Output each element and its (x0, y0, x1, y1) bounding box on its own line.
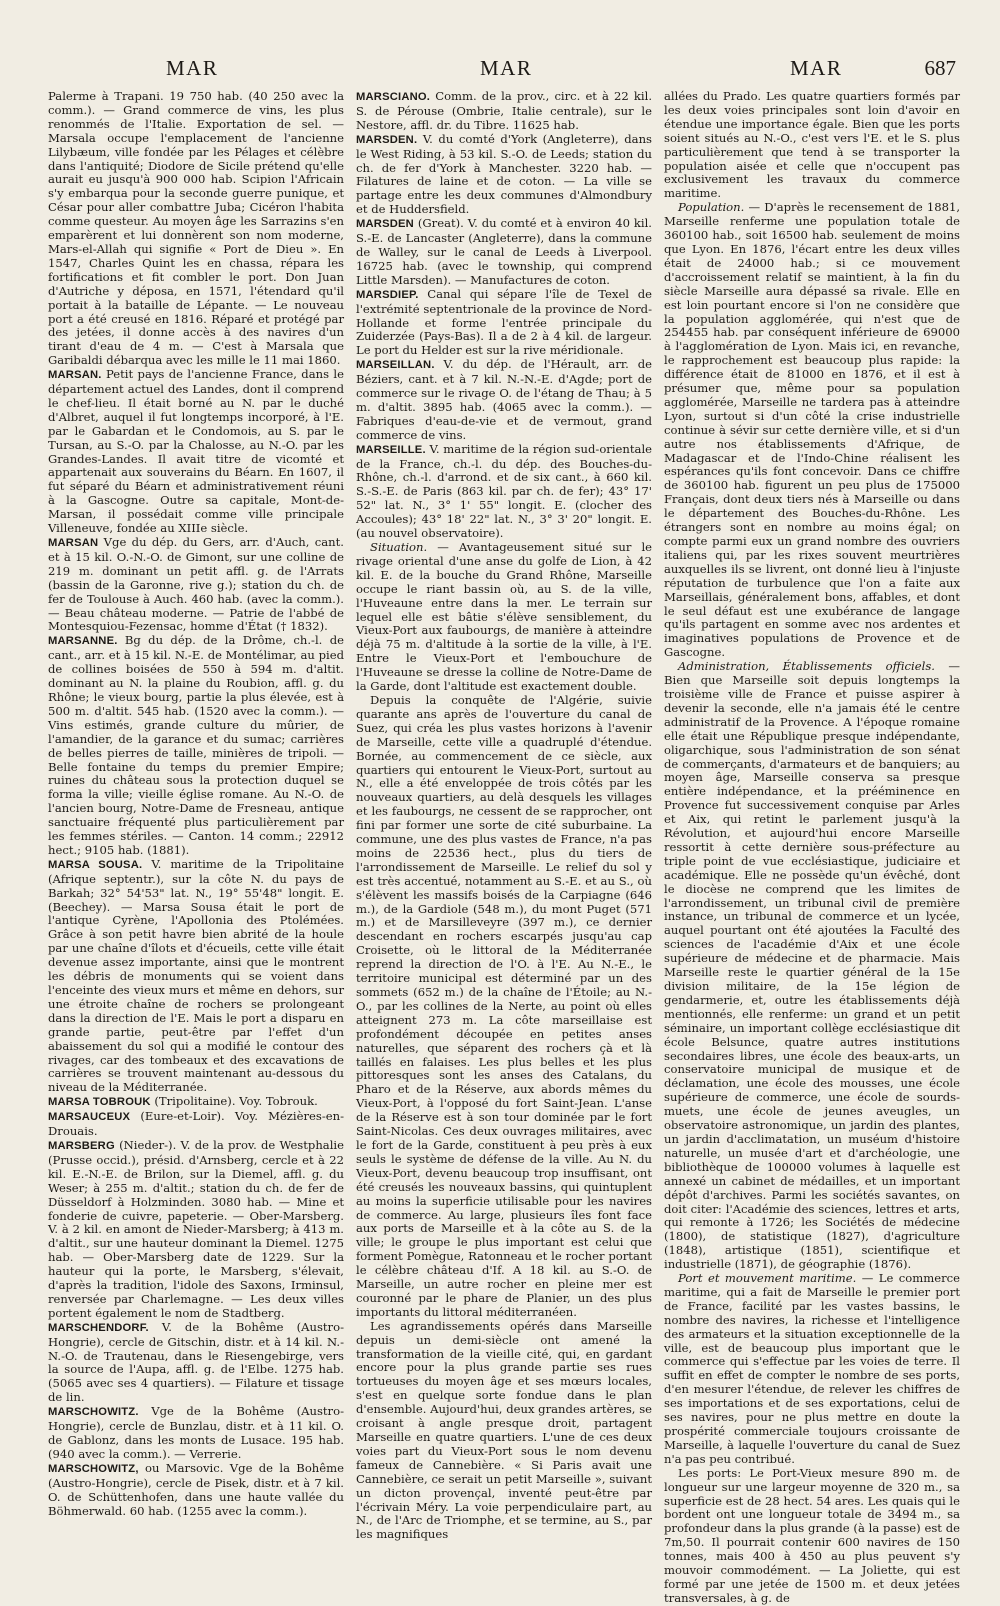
entry-headword: MARSEILLAN. (356, 359, 435, 372)
dictionary-entry (356, 358, 652, 442)
continued-text: Palerme à Trapani. 19 750 hab. (40 250 avec la comm.). — Grand commerce de vins, les plus renommés de l'Italie. Exportation de sel. — Marsala occupe l'emplacement de l'ancienne Lilybæum, ville fondée par les Pélages et célèbre dans l'antiquité; Diodore de Sicile prétend qu'elle aurait eu jusqu'à 900 000 hab. Scipion l'Africain s'y embarqua pour la seconde guerre punique, et César pour aller combattre Juba; Cicéron l'habita comme questeur. Au moyen âge les Sarrazins s'en emparèrent et lui donnèrent son nom moderne, Mars-el-Allah qui signifie « Port de Dieu ». En 1547, Charles Quint les en chassa, répara les fortifications et fit combler le port. Don Juan d'Autriche y déposa, en 1571, l'étendard qu'il portait à la bataille de Lépante. — Le nouveau port a été creusé en 1816. Réparé et protégé par des jetées, il donne accès à des navires d'un tirant d'eau de 4 m. — C'est à Marsala que Garibaldi débarqua avec les mille le 11 mai 1860. (48, 89, 344, 368)
entry-headword: MARSDIEP. (356, 288, 419, 301)
dictionary-entry (48, 536, 344, 634)
entry-text: Petit pays de l'ancienne France, dans le département actuel des Landes, dont il comprend le chef-lieu. Il était borné au N. par le duché d'Albret, auquel il fut longtemps incorporé, à l'E. par le Gabardan et le Condomois, au S. par le Tursan, au S.-O. par la Chalosse, au N.-O. par les Grandes-Landes. Il avait titre de vicomté et appartenait aux souverains du Béarn. En 1607, il fut séparé du Béarn et administrativement réuni à la Gascogne. Outre sa capitale, Mont-de-Marsan, il possédait comme ville principale Villeneuve, fondée au XIIIe siècle. (48, 367, 345, 536)
section-heading: Administration, Établissements officiels. (678, 659, 935, 674)
dictionary-entry (356, 443, 652, 541)
section-text: — Bien que Marseille soit depuis longtemps la troisième ville de France et puisse aspirer à devenir la seconde, elle n'a jamais été le centre administratif de la Provence. A l'époque romaine elle était une République presque indépendante, oligarchique, sous l'administration de son sénat de commerçants, d'armateurs et de banquiers; au moyen âge, Marseille conserva sa presque entière indépendance, et la prééminence en Provence fut successivement conquise par Arles et Aix, qui retint le parlement jusqu'à la Révolution, et aujourd'hui encore Marseille ressortit à cette dernière sous-préfecture au triple point de vue ecclésiastique, judiciaire et académique. Elle ne possède qu'un évêché, dont le diocèse ne comprend que les limites de l'arrondissement, un tribunal civil de première instance, un tribunal de commerce et un lycée, auquel pourtant ont été ajoutées la Faculté des sciences de l'académie d'Aix et une école supérieure de médecine et de pharmacie. Mais Marseille reste le quartier général de la 15e division militaire, de la 15e légion de gendarmerie, et, outre les établissements déjà mentionnés, elle renferme: un grand et un petit séminaire, un important collège ecclésiastique dit école Belsunce, quatre autres institutions secondaires libres, une école des beaux-arts, un conservatoire municipal de musique et de déclamation, une école des mousses, une école supérieure de commerce, une école de sourds-muets, une école de jeunes aveugles, un observatoire astronomique, un jardin des plantes, un jardin d'acclimatation, un muséum d'histoire naturelle, un musée d'art et d'archéologie, une bibliothèque de 100000 volumes à laquelle est annexé un cabinet de médailles, et un important dépôt d'archives. Parmi les sociétés savantes, on doit citer: l'Académie des sciences, lettres et arts, qui remonte à 1726; les Sociétés de médecine (1800), de statistique (1827), d'agriculture (1848), artistique (1851), scientifique et industrielle (1871), de géographie (1876). (664, 659, 960, 1272)
entry-headword: MARSANNE. (48, 635, 118, 648)
column-left (48, 89, 345, 1518)
entry-headword: MARSBERG (48, 1139, 115, 1152)
section-text: — D'après le recensement de 1881, Marseille renferme une population totale de 360100 hab., soit 16500 hab. seulement de moins que Lyon. En 1876, l'écart entre les deux villes était de 24000 hab.; si ce mouvement d'accroissement relatif se maintient, à la fin du siècle Marseille aura dépassé sa rivale. Elle en est loin pourtant encore si l'on ne considère que la population agglomérée, qui n'est que de 254455 hab. par conséquent inférieure de 69000 à l'agglomération de Lyon. Mais ici, en revanche, le rapprochement est beaucoup plus rapide: la différence était de 81000 en 1876, et il est à présumer que, même pour sa population agglomérée, Marseille ne tardera pas à atteindre Lyon, surtout si d'un côté la crise industrielle continue à sévir sur cette dernière ville, et si d'un autre nos établissements d'Afrique, de Madagascar et de l'Indo-Chine réalisent les espérances qu'ils font concevoir. Dans ce chiffre de 360100 hab. figurent un peu plus de 175000 Français, dont deux tiers nés à Marseille ou dans le département des Bouches-du-Rhône. Les étrangers sont en nombre au moins égal; on compte parmi eux un grand nombre des ouvriers italiens qui, par les rixes souvent meurtrières auxquelles ils se livrent, ont donné lieu à l'injuste réputation de turbulence que l'on a faite aux Marseillais, généralement bons, affables, et dont le seul défaut est une exubérance de langage qu'ils partagent en somme avec nos ardentes et imaginatives populations de Provence et de Gascogne. (664, 200, 961, 660)
dictionary-entry (48, 1405, 344, 1462)
entry-text: Canal qui sépare l'île de Texel de l'extrémité septentrionale de la province de Nord-Hollande et forme l'entrée principale du Zuiderzée (Pays-Bas). Il a de 2 à 4 kil. de largeur. Le port du Helder est sur la rive méridionale. (356, 286, 652, 358)
entry-text: V. du comté d'York (Angleterre), dans le West Riding, à 53 kil. S.-O. de Leeds; station du ch. de fer d'York à Manchester. 3220 hab. — Filatures de laine et de coton. — La ville se partage entre les deux communes d'Almondbury et de Huddersfield. (356, 131, 652, 217)
body-paragraph: Depuis la conquête de l'Algérie, suivie quarante ans après de l'ouverture du canal de Suez, qui créa les plus vastes horizons à l'avenir de Marseille, cette ville a quadruplé d'étendue. Bornée, au commencement de ce siècle, aux quartiers qui entourent le Vieux-Port, surtout au N., elle a été enveloppée de trois côtés par les nouveaux quartiers, au delà desquels les villages et les faubourgs, ne cessent de se rapprocher, ont fini par former une sorte de cité suburbaine. La commune, une des plus vastes de France, n'a pas moins de 22536 hect., plus du tiers de l'arrondissement de Marseille. Le relief du sol y est très accentué, notamment au S.-E. et au S., où s'élèvent les massifs boisés de la Carpiagne (646 m.), de la Gardiole (548 m.), du mont Puget (571 m.) et de Marsilleveyre (397 m.), ce dernier descendant en rochers escarpés jusqu'au cap Croisette, où le littoral de la Méditerranée reprend la direction de l'O. à l'E. Au N.-E., le territoire municipal est déterminé par un des sommets (652 m.) de la chaîne de l'Étoile; au N.-O., par les collines de la Nerte, au point où elles atteignent 273 m. La côte marseillaise est profondément découpée en petites anses naturelles, que séparent des rochers çà et là taillés en falaises. Les plus belles et les plus pittoresques sont les anses des Catalans, du Pharo et de la Réserve, aux abords mêmes du Vieux-Port, à l'opposé du fort Saint-Jean. L'anse de la Réserve est à son tour dominée par le fort Saint-Nicolas. Ces deux ouvrages militaires, avec le fort de la Garde, constituent à peu près à eux seuls le système de défense de la ville. Au N. du Vieux-Port, devenu beaucoup trop insuffisant, ont été creusés les nouveaux bassins, qui quintuplent au moins la superficie utilisable pour les navires de commerce. Au large, plusieurs îles font face aux ports de Marseille et à la côte au S. de la ville; le groupe le plus important est celui que forment Pomègue, Ratonneau et le rocher portant le célèbre château d'If. A 18 kil. au S.-O. de Marseille, un autre rocher en pleine mer est couronné par le phare de Planier, un des plus importants du littoral méditerranéen. (356, 692, 652, 1319)
entry-headword: MARSCHOWITZ, (48, 1462, 139, 1475)
continued-text: allées du Prado. Les quatre quartiers formés par les deux voies principales sont loin d'avoir en étendue une importance égale. Bien que les ports soient situés au N.-O., c'est vers l'E. et le S. plus particulièrement que tend à se transporter la population aisée et celle que n'occupent pas exclusivement les travaux du commerce maritime. (664, 89, 960, 201)
section-paragraph (664, 660, 960, 1272)
guide-word-left: MAR (166, 56, 219, 80)
entry-headword: MARSCHOWITZ. (48, 1406, 139, 1419)
entry-headword: MARSEILLE. (356, 443, 426, 456)
section-heading: Port et mouvement maritime. (678, 1271, 857, 1286)
dictionary-entry (48, 1110, 344, 1139)
dictionary-entry (356, 217, 652, 288)
entry-text: (Tripolitaine). Voy. Tobrouk. (154, 1094, 318, 1109)
column-right (664, 89, 961, 1605)
section-paragraph (664, 1272, 960, 1467)
section-heading: Situation. (370, 540, 428, 554)
entry-text: (Eure-et-Loir). Voy. Mézières-en-Drouais. (48, 1109, 344, 1139)
dictionary-entry (48, 368, 344, 536)
dictionary-entry (356, 133, 652, 217)
entry-headword: MARSCIANO. (356, 91, 431, 103)
body-paragraph: Les agrandissements opérés dans Marseille depuis un demi-siècle ont amené la transformation de la vieille cité, qui, en gardant encore pour la plus grande partie ses rues tortueuses du moyen âge et ses mœurs locales, s'est en quelque sorte fondue dans le plan d'ensemble. Aujourd'hui, deux grandes artères, se croisant à angle presque droit, partagent Marseille en quatre quartiers. L'une de ces deux voies part du Vieux-Port sous le nom devenu fameux de Cannebière. « Si Paris avait une Cannebière, ce serait un petit Marseille », suivant un dicton provençal, inventé peut-être par l'écrivain Méry. La voie perpendiculaire part, au N., de l'Arc de Triomphe, et se termine, au S., par les magnifiques (356, 1318, 652, 1542)
entry-text: Vge du dép. du Gers, arr. d'Auch, cant. et à 15 kil. O.-N.-O. de Gimont, sur une colline de 219 m. dominant un petit affl. g. de l'Arrats (bassin de la Garonne, rive g.); station du ch. de fer de Toulouse à Auch. 460 hab. (avec la comm.). — Beau château moderne. — Patrie de l'abbé de Montesquiou-Fezensac, homme d'État († 1832). (48, 535, 344, 634)
entry-headword: MARSA TOBROUK (48, 1096, 151, 1109)
dictionary-entry (48, 1139, 344, 1321)
dictionary-entry (48, 634, 344, 858)
section-text: — Le commerce maritime, qui a fait de Marseille le premier port de France, facilité par les vastes bassins, le nombre des navires, la richesse et l'intelligence des armateurs et la situation exceptionnelle de la ville, est de beaucoup plus important que le commerce qui s'effectue par les voies de terre. Il suffit en effet de compter le nombre de ses ports, d'en mesurer l'étendue, de relever les chiffres de ses importations et de ses exportations, celui de ses navires, pour ne plus mettre en doute la prospérité commerciale toujours croissante de Marseille, à laquelle l'ouverture du canal de Suez n'a pas peu contribué. (664, 1271, 961, 1466)
entry-text: V. maritime de la Tripolitaine (Afrique septentr.), sur la côte N. du pays de Barkah; 32° 54'53" lat. N., 19° 55'48" longit. E. (Beechey). — Marsa Sousa était le port de l'antique Cyrène, l'Apollonia des Ptolémées. Grâce à son petit havre bien abrité de la houle par une chaîne d'îlots et d'écueils, cette ville était devenue assez importante, ainsi que le montrent les débris de monuments qui se voient dans l'enceinte des vieux murs et même en dehors, sur une étroite chaîne de rochers se prolongeant dans la direction de l'E. Mais le port a disparu en grande partie, peut-être par l'effet d'un abaissement du sol qui a modifié le contour des rivages, car des tombeaux et des excavations de carrières se trouvent maintenant au-dessous du niveau de la Méditerranée. (48, 856, 344, 1095)
running-header (48, 56, 960, 86)
entry-headword: MARSA SOUSA. (48, 858, 143, 871)
entry-text: Bg du dép. de la Drôme, ch.-l. de cant., arr. et à 15 kil. N.-E. de Montélimar, au pied de collines boisées de 550 à 594 m. d'altit. dominant au N. la plaine du Roubion, affl. g. du Rhône; le vieux bourg, partie la plus élevée, est à 500 m. d'altit. 545 hab. (1520 avec la comm.). — Vins estimés, grande culture du mûrier, de l'amandier, de la garance et du sumac; carrières de belles pierres de taille, minières de tripoli. — Belle fontaine du temps du premier Empire; ruines du château sous la protection duquel se forma la ville; vieille église romane. Au N.-O. de l'ancien bourg, Notre-Dame de Fresneau, antique sanctuaire fréquenté plus particulièrement par les femmes stériles. — Canton. 14 comm.; 22912 hect.; 9105 hab. (1881). (48, 633, 344, 857)
entry-headword: MARSDEN (356, 218, 414, 231)
section-paragraph (664, 201, 960, 660)
column-middle (356, 89, 653, 1542)
dictionary-entry (48, 1321, 344, 1405)
entry-text: (Nieder-). V. de la prov. de Westphalie (Prusse occid.), présid. d'Arnsberg, cercle et à 22 kil. E.-N.-E. de Brilon, sur la Diemel, affl. g. du Weser; à 255 m. d'altit.; station du ch. de fer de Düsseldorf à Holzminden. 3080 hab. — Mine et fonderie de cuivre, papeterie. — Ober-Marsberg. V. à 2 kil. en amont de Nieder-Marsberg; à 413 m. d'altit., sur une hauteur dominant la Diemel. 1275 hab. — Ober-Marsberg date de 1229. Sur la hauteur qui la porte, le Marsberg, s'élevait, d'après la tradition, l'idole des Saxons, Irminsul, renversée par Charlemagne. — Les deux villes portent également le nom de Stadtberg. (48, 1137, 344, 1320)
guide-word-center: MAR (480, 56, 533, 80)
entry-text: V. maritime de la région sud-orientale de la France, ch.-l. du dép. des Bouches-du-Rhône, ch.-l. d'arrond. et de six cant., à 660 kil. S.-S.-E. de Paris (863 kil. par ch. de fer); 43° 17' 52" lat. N., 3° 1' 55" longit. E. (clocher des Accoules); 43° 18' 22" lat. N., 3° 3' 20" longit. E. (au nouvel observatoire). (356, 441, 653, 541)
entry-text: V. du dép. de l'Hérault, arr. de Béziers, cant. et à 7 kil. N.-N.-E. d'Agde; port de commerce sur le rivage O. de l'étang de Thau; à 5 m. d'altit. 3895 hab. (4065 avec la comm.). — Fabriques d'eau-de-vie et de vermout, grand commerce de vins. (356, 357, 652, 442)
entry-headword: MARSAN. (48, 369, 102, 382)
dictionary-entry (48, 858, 344, 1095)
page-number: 687 (924, 56, 956, 80)
dictionary-entry (356, 288, 652, 359)
entry-text: ou Marsovic. Vge de la Bohême (Austro-Hongrie), cercle de Pisek, distr. et à 7 kil. O. de Schüttenhofen, dans une haute vallée du Böhmerwald. 60 hab. (1255 avec la comm.). (48, 1460, 344, 1518)
section-text: — Avantageusement situé sur le rivage oriental d'une anse du golfe de Lion, à 42 kil. E. de la bouche du Grand Rhône, Marseille occupe le riant bassin où, au S. de la ville, l'Huveaune entre dans la mer. Le terrain sur lequel elle est bâtie s'élève sensiblement, du Vieux-Port aux faubourgs, de manière à atteindre déjà 75 m. d'altitude à la sortie de la ville, à l'E. Entre le Vieux-Port et l'embouchure de l'Huveaune se dresse la colline de Notre-Dame de la Garde, dont l'altitude est exactement double. (356, 540, 653, 694)
entry-headword: MARSDEN. (356, 133, 418, 146)
entry-text: V. de la Bohême (Austro-Hongrie), cercle de Gitschin, distr. et à 14 kil. N.-N.-O. de Trautenau, dans le Riesengebirge, vers la source de l'Aupa, affl. g. de l'Elbe. 1275 hab. (5065 avec ses 4 quartiers). — Filature et tissage de lin. (48, 1319, 344, 1405)
entry-text: (Great). V. du comté et à environ 40 kil. S.-E. de Lancaster (Angleterre), dans la commune de Walley, sur le canal de Leeds à Liverpool. 16725 hab. (avec le township, qui comprend Little Marsden). — Manufactures de coton. (356, 216, 652, 287)
text-columns (48, 89, 961, 1605)
dictionary-entry (356, 90, 652, 133)
entry-headword: MARSAN (48, 537, 99, 549)
guide-word-right: MAR (790, 56, 843, 80)
entry-text: Vge de la Bohême (Austro-Hongrie), cercle de Bunzlau, distr. et à 11 kil. O. de Gablonz, dans les monts de Lusace. 195 hab. (940 avec la comm.). — Verrerie. (48, 1404, 344, 1461)
entry-text: Comm. de la prov., circ. et à 22 kil. S. de Pérouse (Ombrie, Italie centrale), sur le Nestore, affl. dr. du Tibre. 11625 hab. (356, 89, 652, 132)
entry-headword: MARSAUCEUX (48, 1111, 131, 1124)
dictionary-entry (48, 1462, 344, 1519)
entry-headword: MARSCHENDORF. (48, 1321, 149, 1334)
dictionary-entry (48, 1095, 344, 1110)
body-paragraph: Les ports: Le Port-Vieux mesure 890 m. de longueur sur une largeur moyenne de 320 m., sa superficie est de 28 hect. 54 ares. Les quais qui le bordent ont une longueur totale de 3494 m., sa profondeur dans la plus grande (à la passe) est de 7m,50. Il pourrait contenir 600 navires de 150 tonnes, mais 400 à 450 au plus peuvent s'y mouvoir commodément. — La Joliette, qui est formé par une jetée de 1500 m. et deux jetées transversales, à g. de (664, 1465, 960, 1605)
section-heading: Population. (678, 200, 745, 215)
section-paragraph (356, 541, 652, 694)
